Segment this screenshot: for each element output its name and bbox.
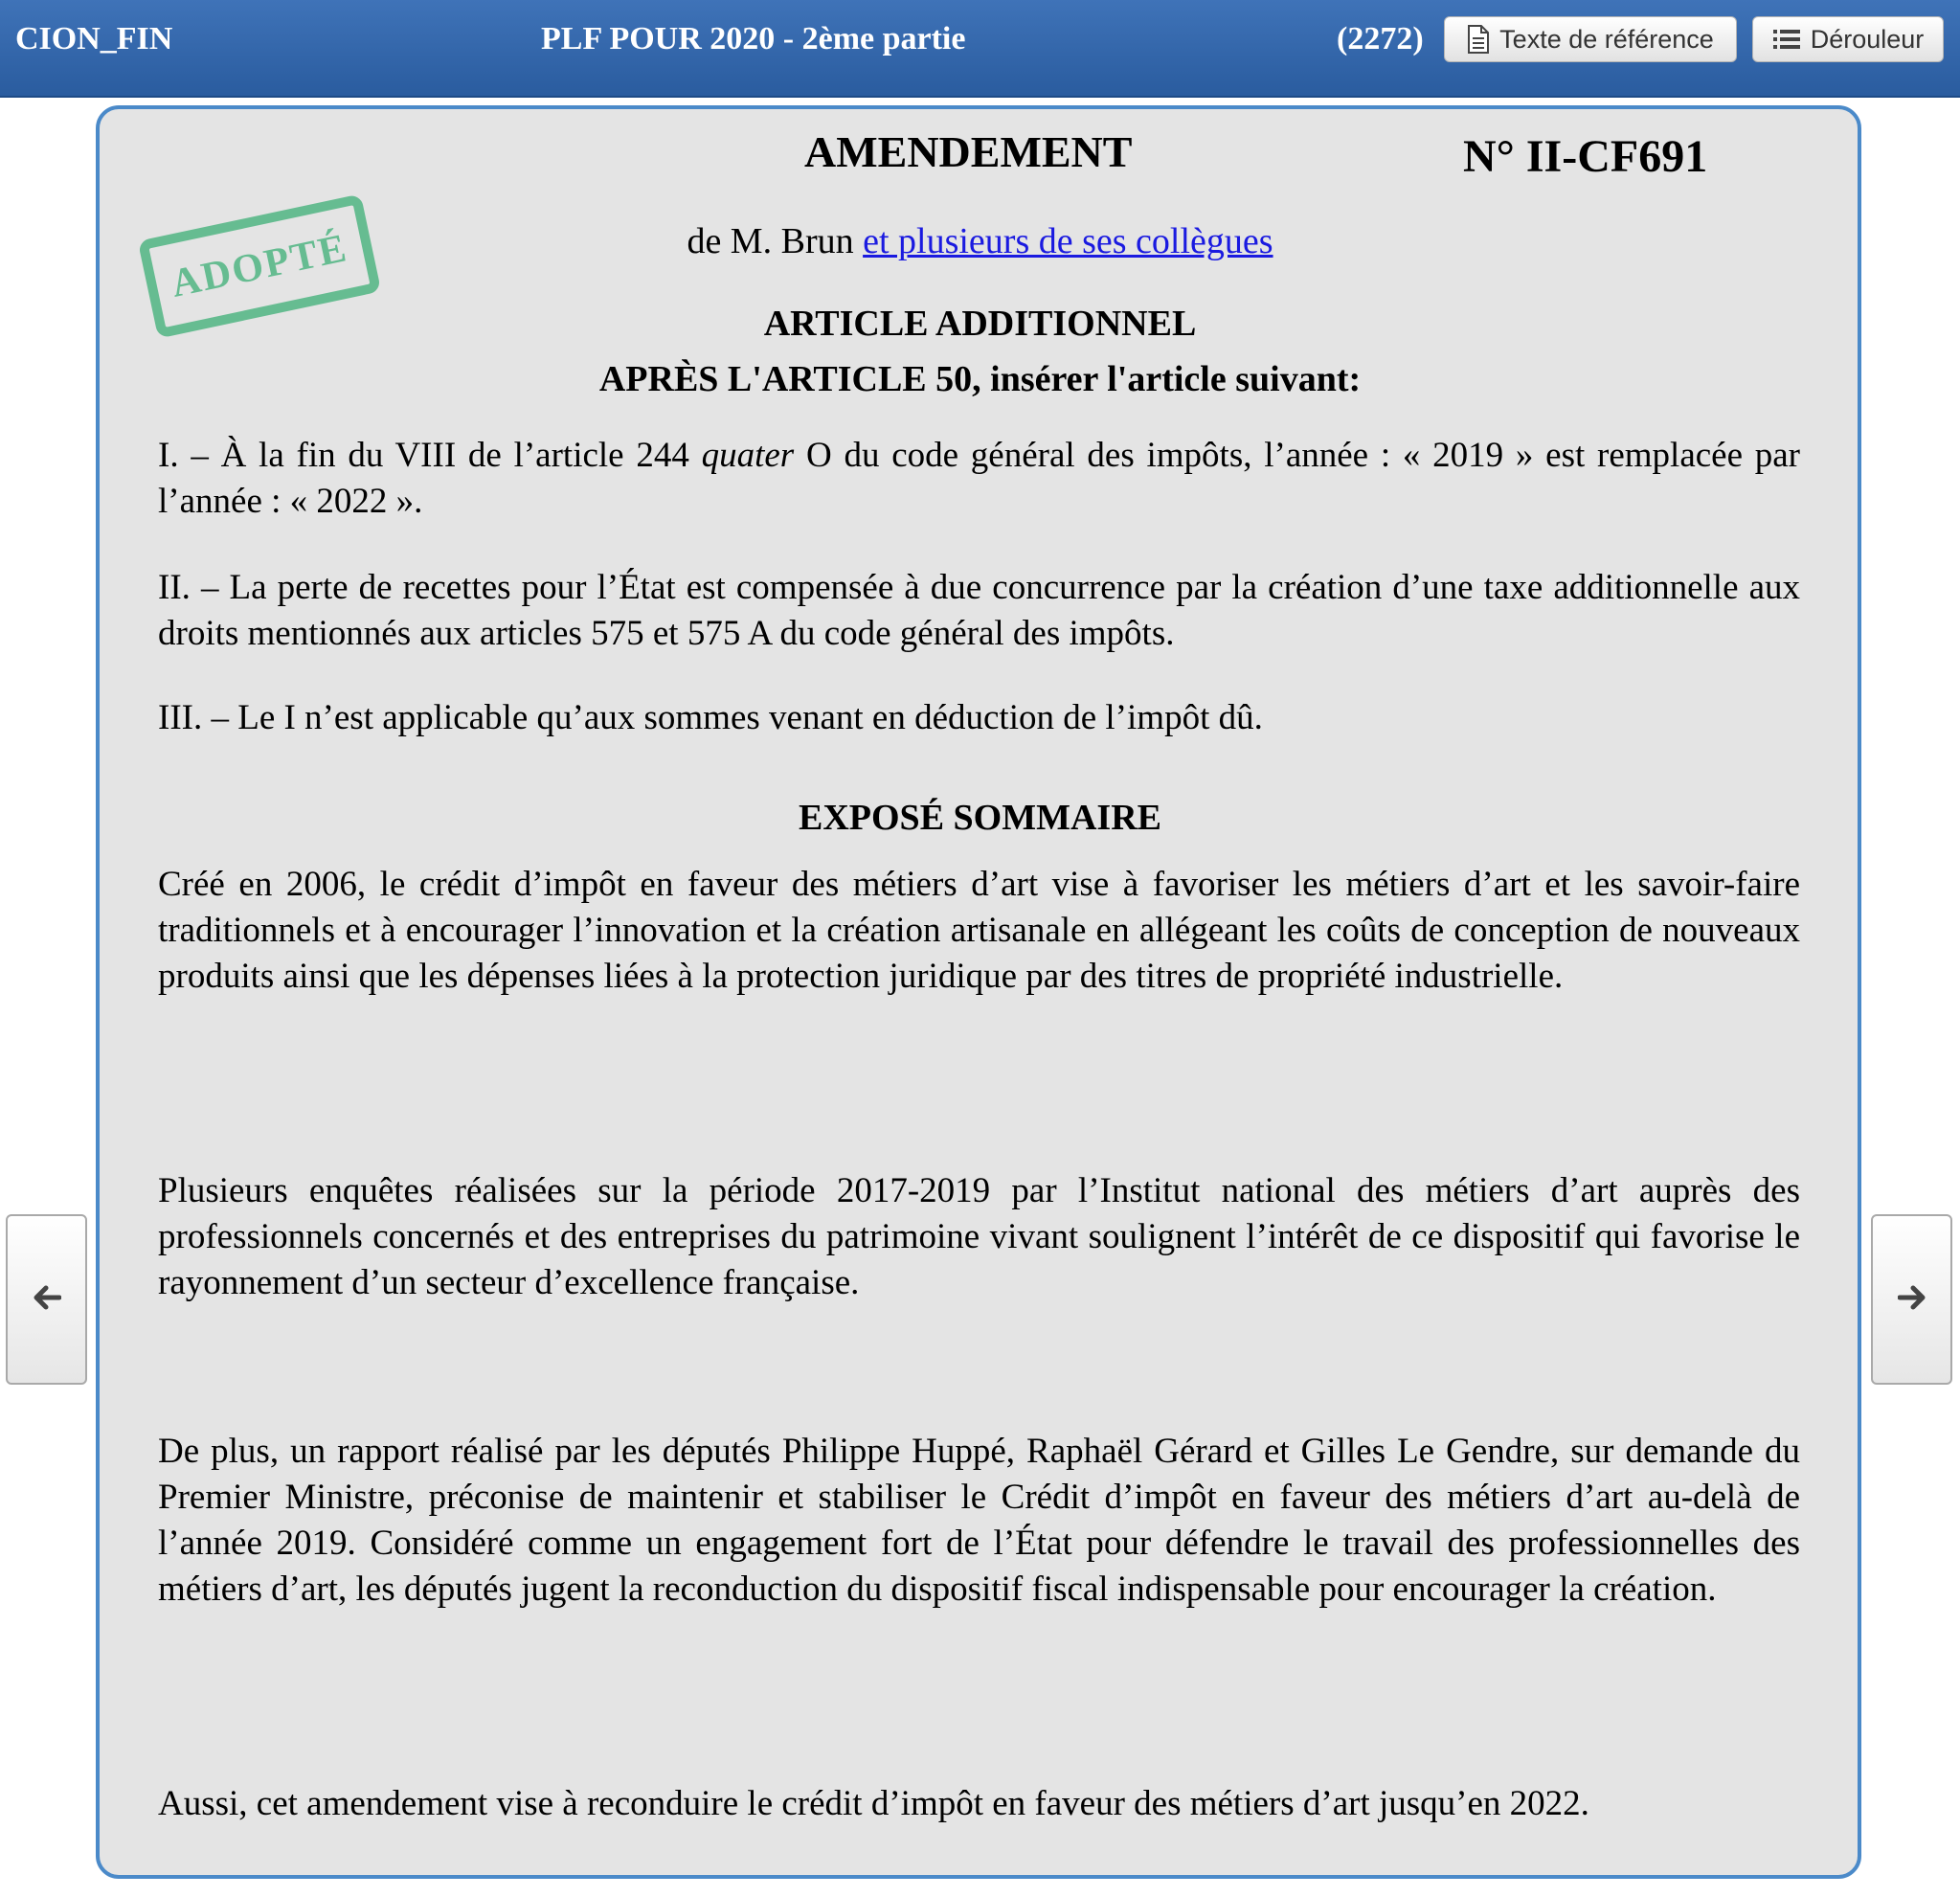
previous-button[interactable] [6,1214,87,1385]
list-icon [1772,28,1801,51]
article-paragraph-3: III. – Le I n’est applicable qu’aux sommes venant en déduction de l’impôt dû. [158,698,1263,737]
article-title: ARTICLE ADDITIONNEL [763,304,1197,344]
next-button[interactable] [1871,1214,1952,1385]
expose-paragraph-4: Aussi, cet amendement vise à reconduire le crédit d’impôt en faveur des métiers d’art jusqu’en 2022. [158,1784,1589,1823]
amendment-number: N° II-CF691 [1463,131,1708,182]
expose-title: EXPOSÉ SOMMAIRE [799,798,1161,838]
co-authors-link[interactable]: et plusieurs de ses collègues [863,221,1273,261]
stamp-label: ADOPTÉ [167,226,352,306]
article-paragraph-2: II. – La perte de recettes pour l’État est compensée à due concurrence par la création d’une taxe additionnelle aux droits mentionnés aux articles 575 et 575 A du code général des impôts. [158,568,1800,653]
derouleur-button[interactable] [1752,16,1944,62]
p1-italic: quater [701,436,795,475]
expose-paragraph-1: Créé en 2006, le crédit d’impôt en faveur des métiers d’art vise à favoriser les métiers d’art et les savoir-faire traditionnels et à encourager l’innovation et la création artisanale en allégeant les coûts de conception de nouveaux produits ainsi que les dépenses liées à la protection juridique par des titres de propriété industrielle. [158,865,1800,996]
document-icon [1467,25,1490,54]
author-line [0,220,1960,262]
arrow-left-icon [33,1284,61,1316]
p1-text-start: I. – À la fin du VIII de l’article 244 [158,436,702,475]
page-title: PLF POUR 2020 - 2ème partie [541,21,966,56]
expose-paragraph-2: Plusieurs enquêtes réalisées sur la période 2017-2019 par l’Institut national des métiers d’art auprès des professionnels concernés et des entreprises du patrimoine vivant soulignent l’intérêt de ce dispositif qui favorise le rayonnement d’un secteur d’excellence française. [158,1171,1800,1302]
reference-text-label: Texte de référence [1499,24,1714,54]
top-bar [0,0,1960,98]
article-paragraph-1 [158,433,1800,525]
amendment-heading: AMENDEMENT [804,127,1133,176]
amendment-count: (2272) [1337,21,1424,56]
derouleur-label: Dérouleur [1810,24,1925,54]
expose-paragraph-3: De plus, un rapport réalisé par les députés Philippe Huppé, Raphaël Gérard et Gilles Le Gendre, sur demande du Premier Ministre, préconise de maintenir et stabiliser le Crédit d’impôt en faveur des métiers d’art au-delà de l’année 2019. Considéré comme un engagement fort de l’État pour défendre le travail des professionnelles des métiers d’art, les députés jugent la reconduction du dispositif fiscal indispensable pour encourager la création. [158,1432,1800,1609]
article-subtitle: APRÈS L'ARTICLE 50, insérer l'article suivant: [598,359,1362,399]
reference-text-button[interactable] [1444,16,1737,62]
arrow-right-icon [1898,1284,1926,1316]
author-name: de M. Brun [687,221,854,261]
p1-text-end: O du code général des impôts, l’année : « 2019 » est remplacée par l’année : « 2022 ». [158,436,1801,521]
app-name: CION_FIN [15,21,173,56]
